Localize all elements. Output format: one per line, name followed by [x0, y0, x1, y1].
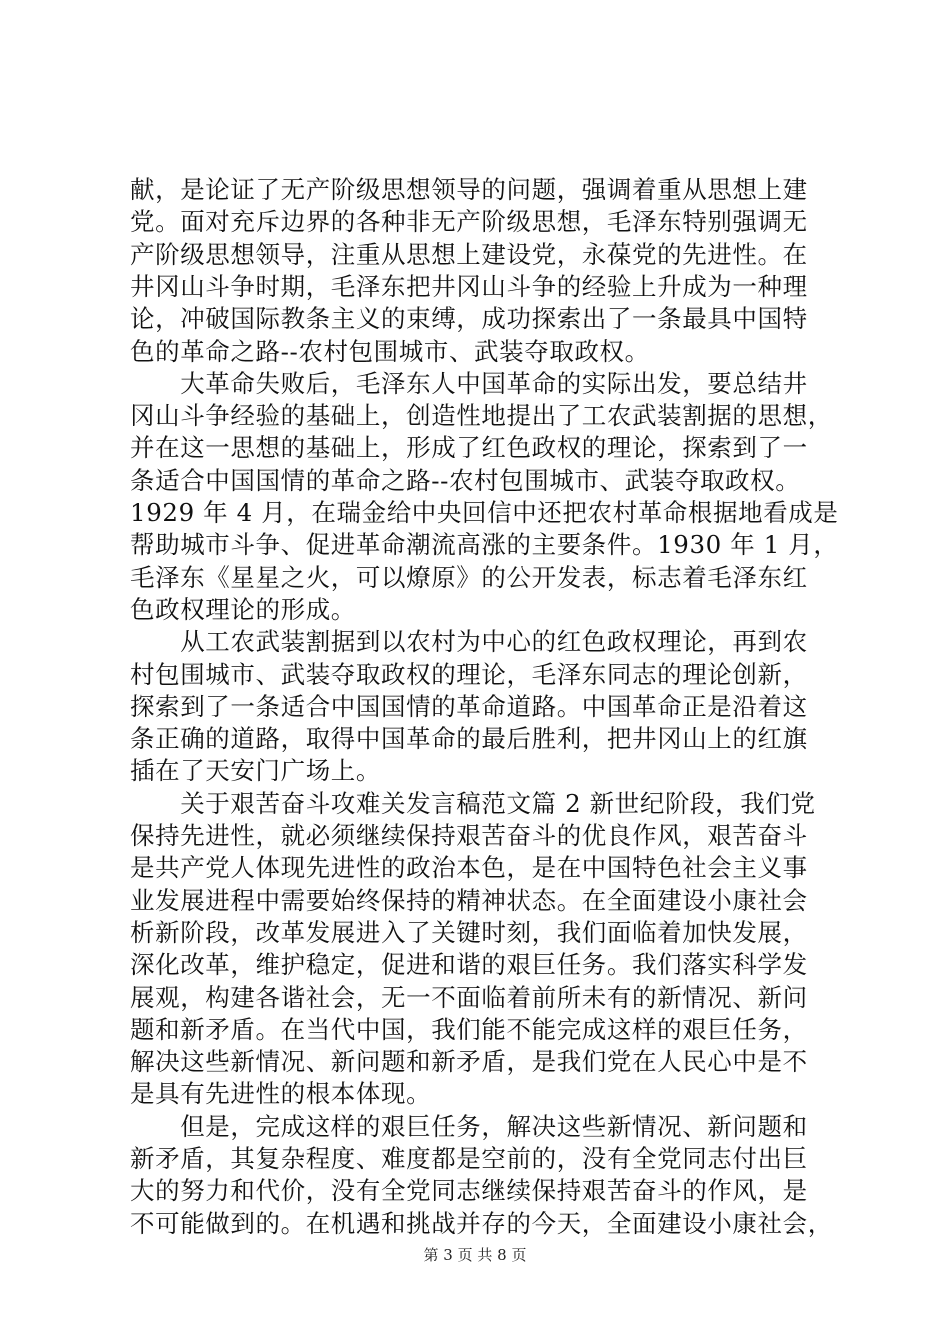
- text-line: 深化改革，维护稳定，促进和谐的艰巨任务。我们落实科学发: [130, 950, 808, 980]
- text-line: 色政权理论的形成。: [130, 594, 356, 624]
- text-line: 析新阶段，改革发展进入了关键时刻，我们面临着加快发展，: [130, 917, 808, 947]
- text-line: 井冈山斗争时期，毛泽东把井冈山斗争的经验上升成为一种理: [130, 271, 808, 301]
- text-line: 插在了天安门广场上。: [130, 756, 381, 786]
- text-line: 大革命失败后，毛泽东人中国革命的实际出发，要总结井: [130, 368, 808, 398]
- text-line: 解决这些新情况、新问题和新矛盾，是我们党在人民心中是不: [130, 1047, 808, 1077]
- text-line: 是具有先进性的根本体现。: [130, 1079, 432, 1109]
- text-line: 村包围城市、武装夺取政权的理论，毛泽东同志的理论创新，: [130, 659, 808, 689]
- text-line: 冈山斗争经验的基础上，创造性地提出了工农武装割据的思想，: [130, 401, 833, 431]
- text-line: 从工农武装割据到以农村为中心的红色政权理论，再到农: [130, 627, 808, 657]
- text-line: 不可能做到的。在机遇和挑战并存的今天，全面建设小康社会，: [130, 1208, 833, 1238]
- text-line: 党。面对充斥边界的各种非无产阶级思想，毛泽东特别强调无: [130, 207, 808, 237]
- text-line: 探索到了一条适合中国国情的革命道路。中国革命正是沿着这: [130, 691, 808, 721]
- text-line: 条适合中国国情的革命之路--农村包围城市、武装夺取政权。: [130, 465, 801, 495]
- text-line: 条正确的道路，取得中国革命的最后胜利，把井冈山上的红旗: [130, 724, 808, 754]
- text-line: 但是，完成这样的艰巨任务，解决这些新情况、新问题和: [130, 1111, 808, 1141]
- text-line: 展观，构建各谐社会，无一不面临着前所未有的新情况、新问: [130, 982, 808, 1012]
- text-line: 大的努力和代价，没有全党同志继续保持艰苦奋斗的作风，是: [130, 1176, 808, 1206]
- text-line: 保持先进性，就必须继续保持艰苦奋斗的优良作风，艰苦奋斗: [130, 821, 808, 850]
- text-line: 产阶级思想领导，注重从思想上建设党，永葆党的先进性。在: [130, 239, 808, 269]
- text-line: 献，是论证了无产阶级思想领导的问题，强调着重从思想上建: [130, 175, 808, 204]
- text-line: 1929 年 4 月，在瑞金给中央回信中还把农村革命根据地看成是: [130, 498, 839, 527]
- text-line: 题和新矛盾。在当代中国，我们能不能完成这样的艰巨任务，: [130, 1014, 808, 1044]
- text-line: 帮助城市斗争、促进革命潮流高涨的主要条件。1930 年 1 月，: [130, 530, 839, 560]
- text-line: 并在这一思想的基础上，形成了红色政权的理论，探索到了一: [130, 433, 808, 463]
- text-line: 是共产党人体现先进性的政治本色，是在中国特色社会主义事: [130, 853, 808, 883]
- text-line: 论，冲破国际教条主义的束缚，成功探索出了一条最具中国特: [130, 304, 808, 334]
- page-footer: 第 3 页 共 8 页: [423, 1246, 527, 1264]
- text-line: 关于艰苦奋斗攻难关发言稿范文篇 2 新世纪阶段，我们党: [130, 788, 816, 818]
- text-line: 色的革命之路--农村包围城市、武装夺取政权。: [130, 336, 650, 366]
- text-line: 新矛盾，其复杂程度、难度都是空前的，没有全党同志付出巨: [130, 1144, 808, 1173]
- text-line: 毛泽东《星星之火，可以燎原》的公开发表，标志着毛泽东红: [130, 562, 808, 592]
- text-line: 业发展进程中需要始终保持的精神状态。在全面建设小康社会: [130, 885, 808, 915]
